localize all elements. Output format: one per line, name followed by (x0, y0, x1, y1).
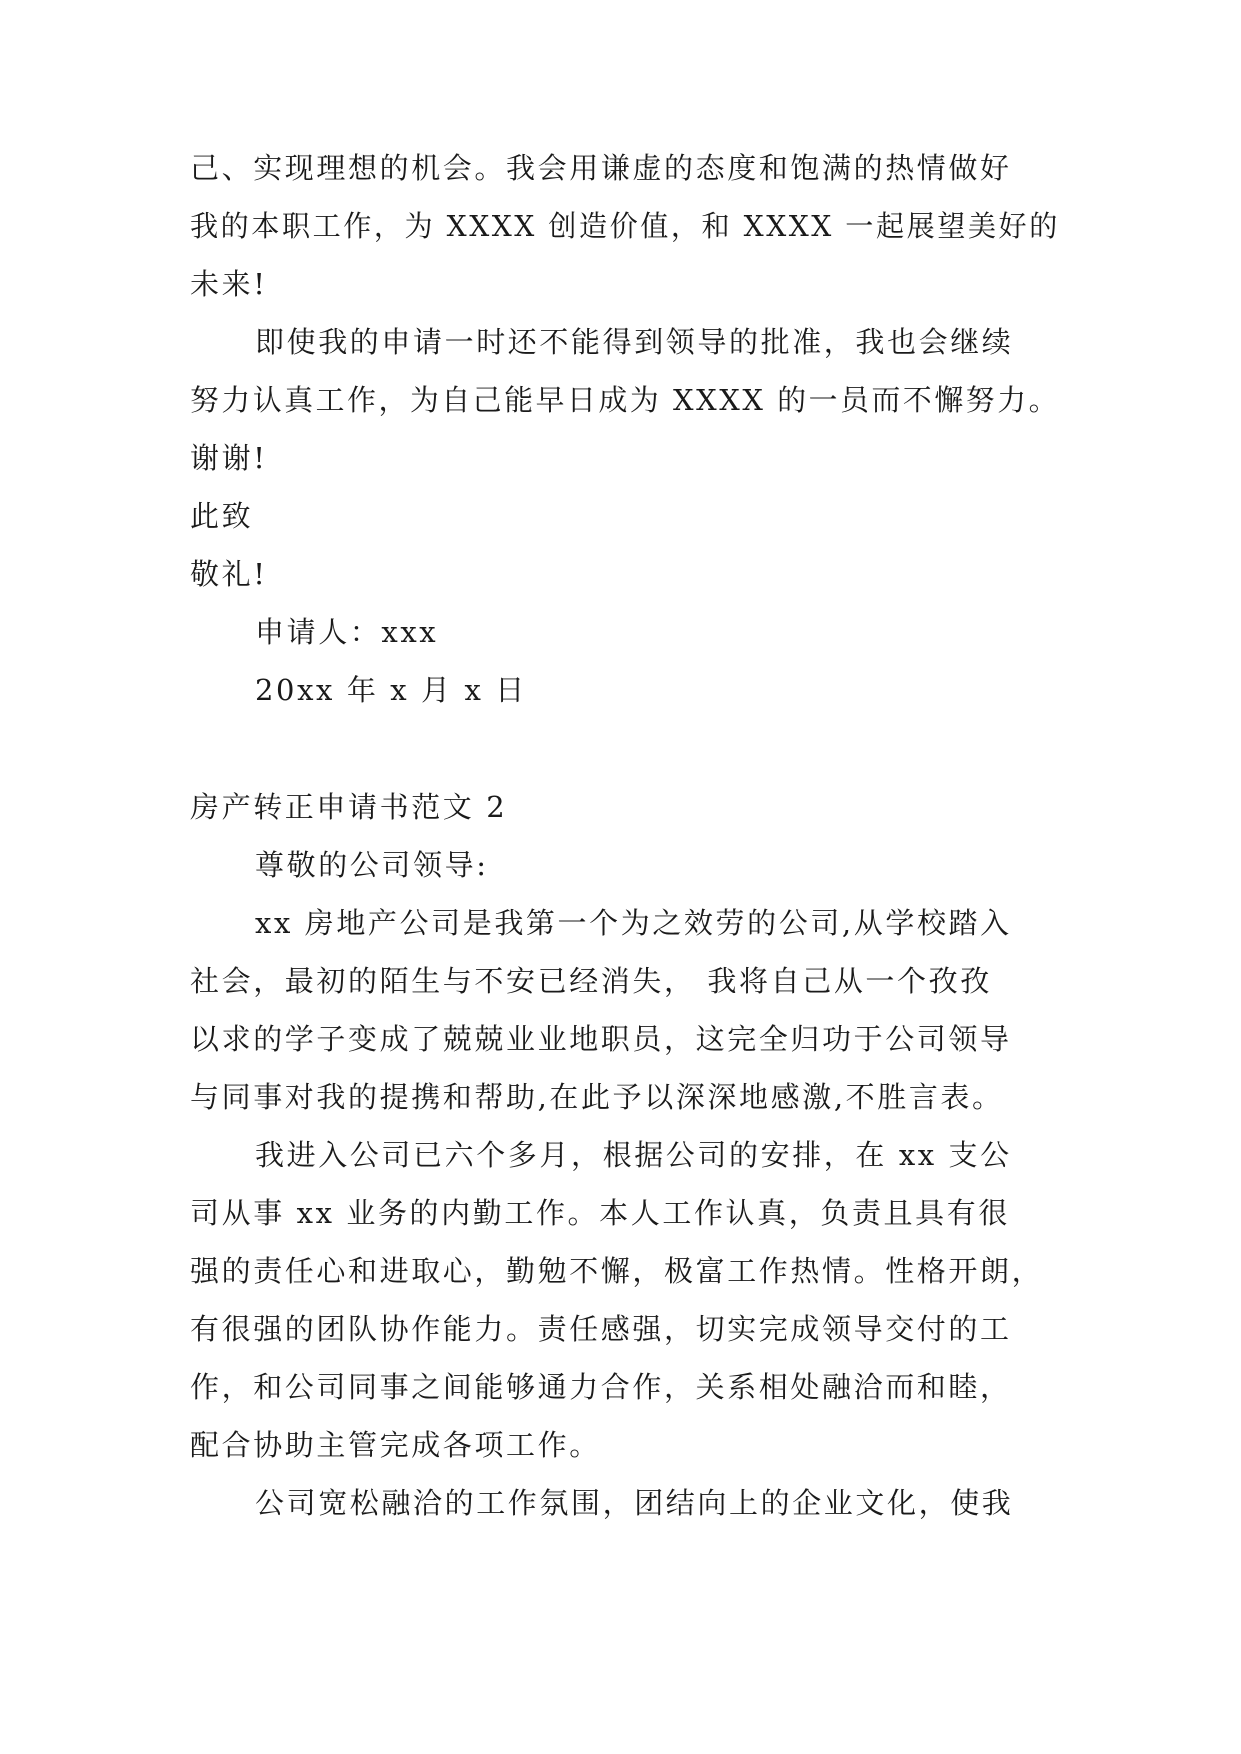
salutation-text: 敬礼! (190, 557, 268, 591)
greeting-line: 尊敬的公司领导: (255, 848, 489, 882)
text-line: 未来! (190, 267, 268, 301)
text-line: 有很强的团队协作能力。责任感强，切实完成领导交付的工 (190, 1312, 1012, 1346)
text-line: 司从事 xx 业务的内勤工作。本人工作认真，负责且具有很 (190, 1196, 1010, 1230)
text-line: 以求的学子变成了兢兢业业地职员，这完全归功于公司领导 (190, 1022, 1012, 1056)
text-line: xx 房地产公司是我第一个为之效劳的公司,从学校踏入 (255, 906, 1012, 940)
text-line: 强的责任心和进取心，勤勉不懈，极富工作热情。性格开朗， (190, 1254, 1044, 1288)
text-line: 努力认真工作，为自己能早日成为 XXXX 的一员而不懈努力。 (190, 383, 1061, 417)
text-line: 我的本职工作，为 XXXX 创造价值，和 XXXX 一起展望美好的 (190, 209, 1060, 243)
text-line: 社会，最初的陌生与不安已经消失， 我将自己从一个孜孜 (190, 964, 992, 998)
date-line: 20xx 年 x 月 x 日 (255, 673, 527, 707)
text-line: 谢谢! (190, 441, 268, 475)
text-line: 即使我的申请一时还不能得到领导的批准，我也会继续 (255, 325, 1014, 359)
text-line: 我进入公司已六个多月，根据公司的安排，在 xx 支公 (255, 1138, 1012, 1172)
text-line: 作，和公司同事之间能够通力合作，关系相处融洽而和睦， (190, 1370, 1012, 1404)
text-line: 公司宽松融洽的工作氛围，团结向上的企业文化，使我 (255, 1486, 1014, 1520)
closing-text: 此致 (190, 499, 254, 533)
text-line: 与同事对我的提携和帮助,在此予以深深地感激,不胜言表。 (190, 1080, 1004, 1114)
applicant-signature: 申请人：xxx (255, 615, 439, 649)
text-line: 己、实现理想的机会。我会用谦虚的态度和饱满的热情做好 (190, 151, 1012, 185)
text-line: 配合协助主管完成各项工作。 (190, 1428, 601, 1462)
section-title: 房产转正申请书范文 2 (190, 790, 508, 824)
